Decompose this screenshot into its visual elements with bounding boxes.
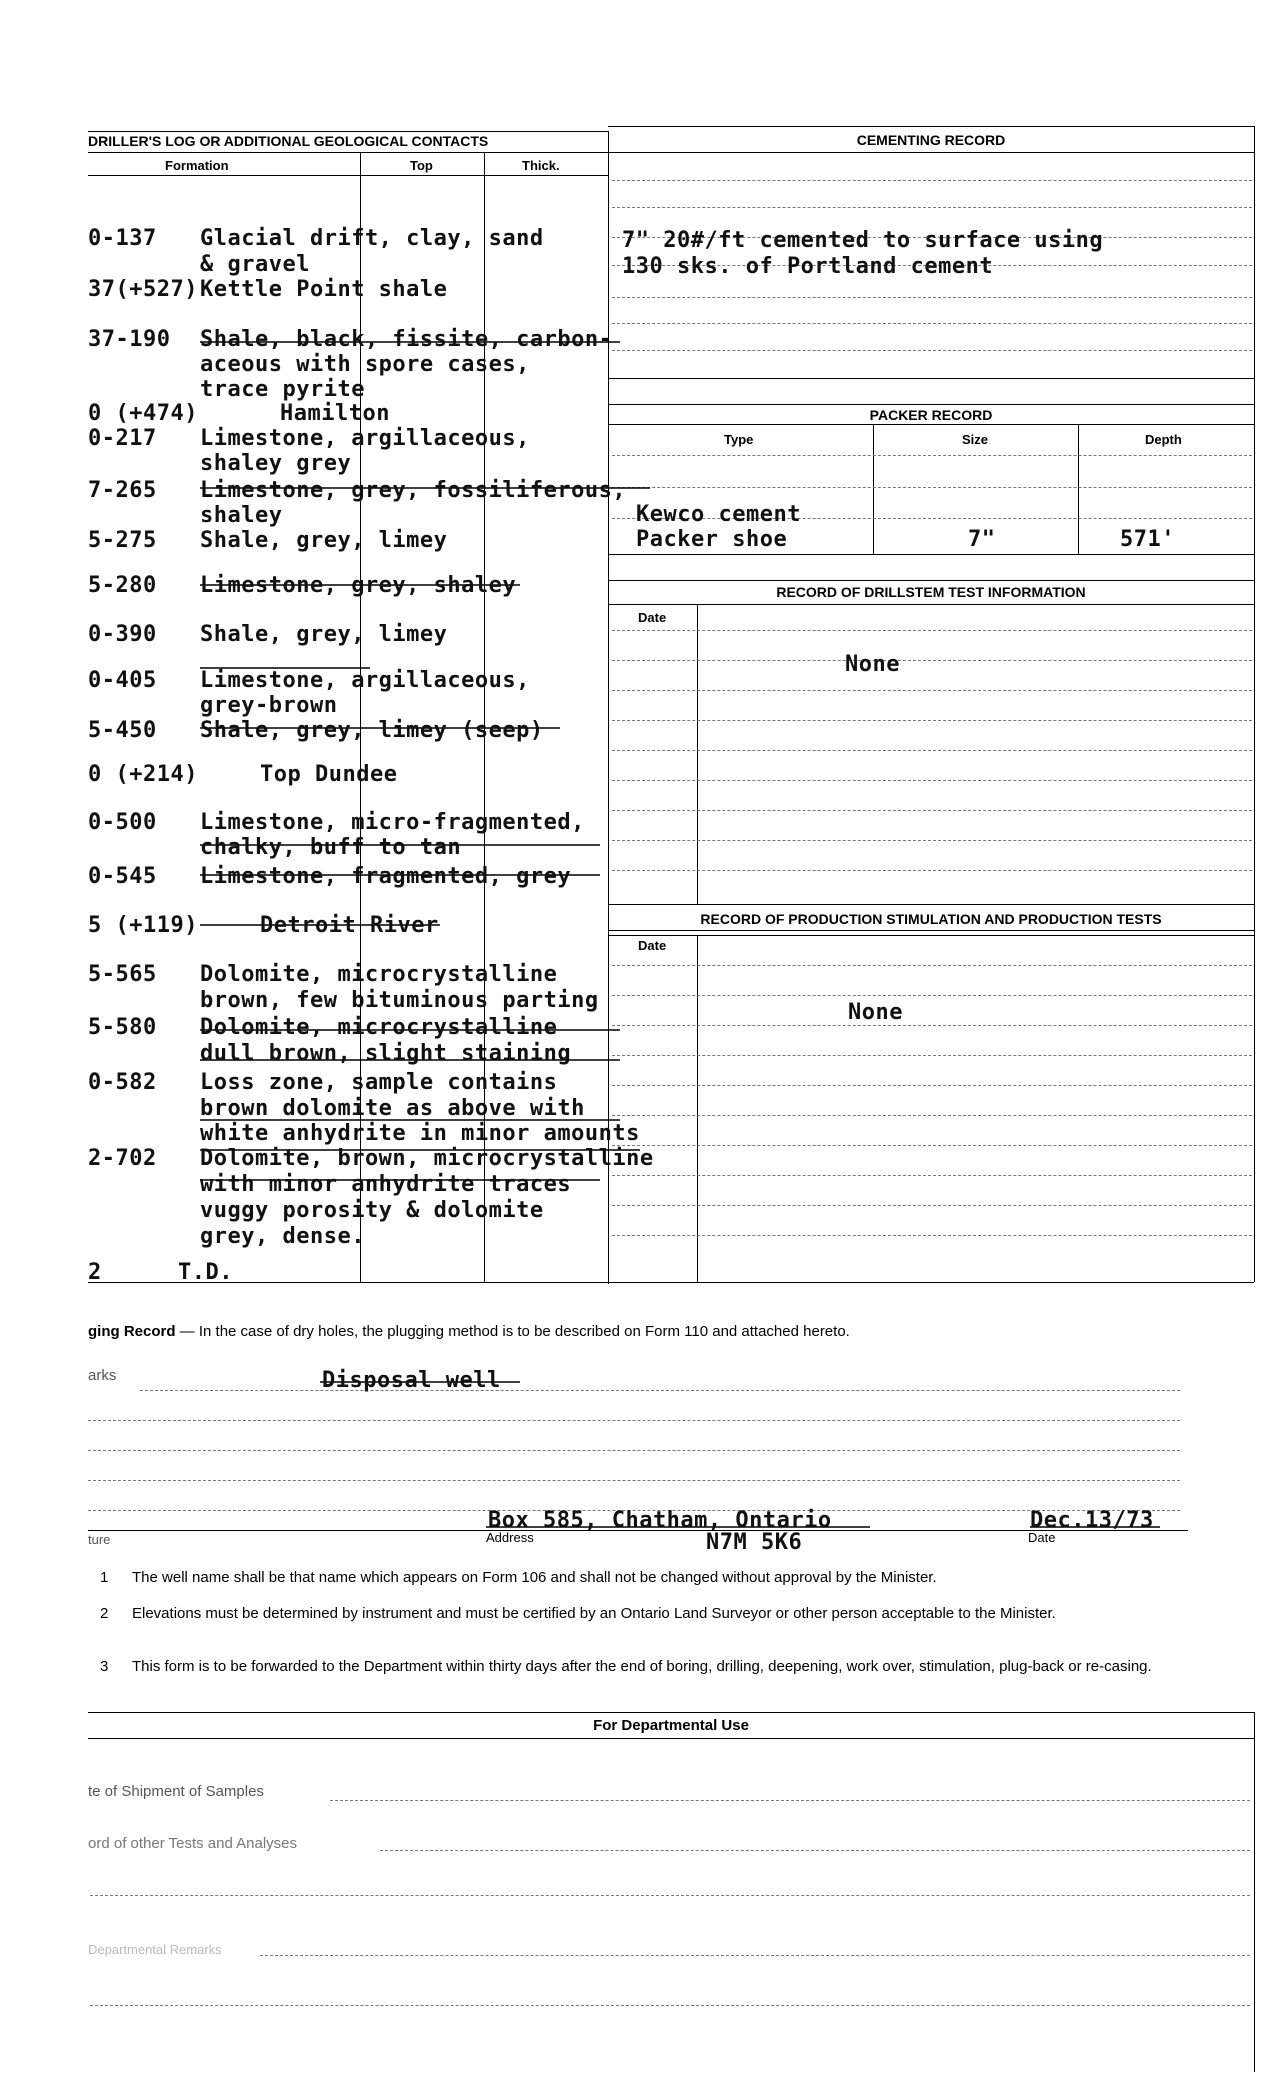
log-depth: 5-450 [88, 718, 157, 743]
log-description: Loss zone, sample contains [200, 1070, 558, 1095]
log-description: Limestone, argillaceous, [200, 426, 530, 451]
log-description: grey-brown [200, 693, 338, 718]
log-description: brown, few bituminous parting [200, 988, 599, 1013]
log-description: Shale, grey, limey (seep) [200, 718, 544, 743]
log-description: chalky, buff to tan [200, 835, 462, 860]
log-description: Limestone, argillaceous, [200, 668, 530, 693]
drillstem-record-title: RECORD OF DRILLSTEM TEST INFORMATION [776, 584, 1086, 600]
formation-column-header: Formation [165, 158, 229, 173]
log-description: white anhydrite in minor amounts [200, 1121, 640, 1146]
plugging-record: ging Record — In the case of dry holes, the plugging method is to be described on Form 110 and attached hereto. [88, 1323, 850, 1340]
packer-depth-header: Depth [1145, 432, 1182, 447]
log-depth: 37-190 [88, 327, 171, 352]
remarks-label: arks [88, 1367, 117, 1384]
log-description: Shale, grey, limey [200, 622, 448, 647]
note-3 [100, 1657, 1255, 1677]
note-text: This form is to be forwarded to the Department within thirty days after the end of boring, drilling, deepening, work over, stimulation, plug-back or re-casing. [132, 1658, 1152, 1675]
date-value: Dec.13/73 [1030, 1508, 1154, 1533]
log-description: brown dolomite as above with [200, 1096, 585, 1121]
log-depth: 37(+527) [88, 277, 198, 302]
log-depth: 0 (+214) [88, 762, 198, 787]
drillstem-date-header: Date [638, 610, 667, 625]
departmental-remarks-label: Departmental Remarks [88, 1942, 222, 1957]
log-description: T.D. [178, 1260, 233, 1285]
log-description: Shale, black, fissite, carbon- [200, 327, 613, 352]
packer-row-2-type: Packer shoe [636, 527, 788, 552]
log-depth: 5-565 [88, 962, 157, 987]
signature-label: ture [88, 1532, 111, 1547]
log-depth: 0-137 [88, 226, 157, 251]
note-text: The well name shall be that name which appears on Form 106 and shall not be changed without approval by the Minister. [132, 1569, 937, 1586]
packer-row-1-type: Kewco cement [636, 502, 801, 527]
log-description: Limestone, grey, fossiliferous, [200, 478, 627, 503]
log-depth: 0-405 [88, 668, 157, 693]
production-date-header: Date [638, 938, 667, 953]
log-description: vuggy porosity & dolomite [200, 1198, 544, 1223]
log-description: Detroit River [260, 913, 439, 938]
other-tests-label: ord of other Tests and Analyses [88, 1835, 298, 1852]
log-description: trace pyrite [200, 377, 365, 402]
shipment-of-samples-label: te of Shipment of Samples [88, 1783, 264, 1800]
log-depth: 5-580 [88, 1015, 157, 1040]
log-description: Dolomite, brown, microcrystalline [200, 1146, 654, 1171]
packer-row-2-size: 7" [968, 527, 996, 552]
log-description: shaley grey [200, 451, 352, 476]
log-depth: 2 [88, 1260, 102, 1285]
packer-size-header: Size [962, 432, 989, 447]
note-text: Elevations must be determined by instrument and must be certified by an Ontario Land Surveyor or other person acceptable to the Minister. [132, 1605, 1056, 1622]
production-value: None [848, 1000, 903, 1025]
address-line-1: Box 585, Chatham, Ontario [488, 1508, 832, 1533]
log-description: Glacial drift, clay, sand [200, 226, 544, 251]
log-description: Kettle Point shale [200, 277, 448, 302]
log-depth: 0-390 [88, 622, 157, 647]
log-description: Dolomite, microcrystalline [200, 1015, 558, 1040]
drillers-log-title: DRILLER'S LOG OR ADDITIONAL GEOLOGICAL CONTACTS [88, 133, 489, 149]
plugging-text: In the case of dry holes, the plugging method is to be described on Form 110 and attached hereto. [198, 1323, 850, 1340]
thick-column-header: Thick. [522, 158, 560, 173]
log-description: Top Dundee [260, 762, 398, 787]
plugging-label: ging Record [88, 1323, 176, 1340]
log-description: Dolomite, microcrystalline [200, 962, 558, 987]
date-label: Date [1028, 1530, 1056, 1545]
cementing-line-2: 130 sks. of Portland cement [622, 254, 994, 279]
packer-type-header: Type [724, 432, 754, 447]
address-line-2: N7M 5K6 [706, 1530, 803, 1555]
cementing-record-title: CEMENTING RECORD [856, 132, 1006, 148]
log-description: & gravel [200, 252, 310, 277]
log-description: Limestone, micro-fragmented, [200, 810, 585, 835]
log-description: dull brown, slight staining [200, 1041, 572, 1066]
note-number: 2 [100, 1605, 109, 1622]
production-record-title: RECORD OF PRODUCTION STIMULATION AND PRODUCTION TESTS [700, 911, 1162, 927]
remarks-value: Disposal well [322, 1368, 501, 1393]
log-depth: 7-265 [88, 478, 157, 503]
log-depth: 5-280 [88, 573, 157, 598]
note-number: 1 [100, 1569, 109, 1586]
log-depth: 2-702 [88, 1146, 157, 1171]
log-depth: 0-545 [88, 864, 157, 889]
log-depth: 0-217 [88, 426, 157, 451]
log-depth: 0-500 [88, 810, 157, 835]
log-description: shaley [200, 503, 283, 528]
note-2 [100, 1604, 1255, 1624]
note-1 [100, 1568, 1250, 1588]
top-column-header: Top [410, 158, 433, 173]
log-description: aceous with spore cases, [200, 352, 530, 377]
log-depth: 5 (+119) [88, 913, 198, 938]
log-depth: 5-275 [88, 528, 157, 553]
departmental-title: For Departmental Use [593, 1717, 749, 1734]
log-description: Shale, grey, limey [200, 528, 448, 553]
log-description: Hamilton [280, 401, 390, 426]
packer-row-2-depth: 571' [1120, 527, 1175, 552]
note-number: 3 [100, 1658, 109, 1675]
log-description: with minor anhydrite traces [200, 1172, 572, 1197]
log-description: Limestone, fragmented, grey [200, 864, 572, 889]
cementing-line-1: 7" 20#/ft cemented to surface using [622, 228, 1104, 253]
log-depth: 0-582 [88, 1070, 157, 1095]
log-depth: 0 (+474) [88, 401, 198, 426]
address-label: Address [486, 1530, 534, 1545]
packer-record-title: PACKER RECORD [869, 407, 993, 423]
drillstem-value: None [845, 652, 900, 677]
log-description: Limestone, grey, shaley [200, 573, 517, 598]
log-description: grey, dense. [200, 1224, 365, 1249]
